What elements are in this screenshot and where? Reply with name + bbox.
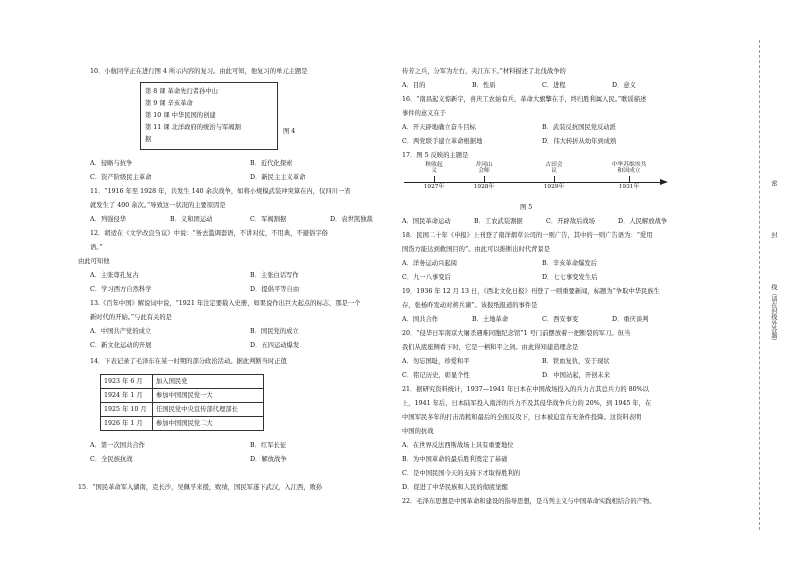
q12-option-d[interactable]: D．提倡平等自由 xyxy=(250,286,300,293)
q15-stem: 传芳之兵，分军为左右，夹江东下。”材料描述了北伐战争的 xyxy=(402,68,566,75)
timeline-year: 1927年 xyxy=(423,184,445,190)
q19-stem: 存，张杨昨发动对蒋兵谏”。该报纸报道的事件是 xyxy=(402,302,538,309)
q18-stem: 18．民国二十年《申报》上刊登了南洋烟草公司的一则广告，其中的一则广告语为：“爱用 xyxy=(402,232,653,239)
q20-option-a[interactable]: A．勿忘国耻，珍爱和平 xyxy=(402,358,470,365)
q16-option-a[interactable]: A．开天辟地确立奋斗目标 xyxy=(402,124,476,131)
table-row xyxy=(101,403,264,417)
q10-option-d[interactable]: D．新民主主义革命 xyxy=(250,174,306,181)
q10-box-line: 第 11 课 北洋政府的统治与军阀割 xyxy=(145,124,241,131)
timeline-year: 1931年 xyxy=(618,184,640,190)
q18-option-d[interactable]: D．七七事变发生后 xyxy=(542,274,598,281)
q17-option-d[interactable]: D．人民解放战争 xyxy=(618,218,668,225)
timeline-event: 中华苏维埃共和国成立 xyxy=(611,162,647,175)
timeline-year: 1929年 xyxy=(543,184,565,190)
q20-option-b[interactable]: B．铁血复仇，安于现状 xyxy=(542,358,610,365)
q21-stem: 中国军民多年的打击消耗和最后的全面反攻下，日本被迫宣布无条件投降。这资料表明 xyxy=(402,414,642,421)
q17-option-b[interactable]: B．工农武装割据 xyxy=(474,218,523,225)
timeline-tick xyxy=(554,176,555,183)
figure-4-label: 图 4 xyxy=(283,128,296,135)
q13-option-a[interactable]: A．中国共产党的成立 xyxy=(90,328,152,335)
q21-stem: 21．据研究资料统计，1937—1941 年日本在中国战场投入的兵力占其总兵力的 80%以 xyxy=(402,386,649,393)
q21-option-c[interactable]: C．是中国民国今天的支持下才取得胜利的 xyxy=(402,470,521,477)
timeline-axis xyxy=(404,182,662,183)
table-row xyxy=(101,389,264,403)
q14-option-b[interactable]: B．红军长征 xyxy=(250,442,287,449)
timeline-arrow-icon xyxy=(660,179,668,185)
q12-option-c[interactable]: C．学习西方自然科学 xyxy=(90,286,152,293)
q13-option-c[interactable]: C．新文化运动的开展 xyxy=(90,342,152,349)
q10-option-c[interactable]: C．资产阶级民主革命 xyxy=(90,174,152,181)
q10-box-line: 据 xyxy=(145,136,152,143)
q14-option-a[interactable]: A．第一次国共合作 xyxy=(90,442,145,449)
q18-option-a[interactable]: A．洋务运动兴起阅 xyxy=(402,260,457,267)
q11-option-a[interactable]: A．列强侵华 xyxy=(90,216,127,223)
sidebar-seal-note: 线（请在封线外答题） xyxy=(769,284,777,344)
timeline-event: 古田会议 xyxy=(545,162,563,175)
timeline-event: 秋收起义 xyxy=(425,162,443,175)
q20-option-c[interactable]: C．铭记历史，彰显个性 xyxy=(402,372,470,379)
sidebar-seal-char: 密 xyxy=(769,180,777,186)
q12-stem: 由此可知他 xyxy=(78,258,110,265)
q14-option-c[interactable]: C．全民族抗战 xyxy=(90,456,133,463)
q15-option-a[interactable]: A．目的 xyxy=(402,82,426,89)
q15-option-d[interactable]: D．意义 xyxy=(612,82,636,89)
q20-stem: 20．“侵华日军南京大屠杀遇难同胞纪念馆”1 号门前摆放着一把断裂的军刀。但当 xyxy=(402,330,631,337)
table-cell-activity: 参加中国国民党二大 xyxy=(153,417,264,431)
q10-stem: 10．小航同学正在进行图 4 所示内容的复习。由此可知，他复习的单元主题是 xyxy=(90,68,308,75)
mao-activities-table xyxy=(100,374,264,431)
q10-box-line: 第 9 课 辛亥革命 xyxy=(145,100,193,107)
q15-stem: 15．“国民革命军入湖南，克长沙，吴佩孚来援，败绩，国民军遂下武汉，入江西，败孙 xyxy=(78,484,323,491)
q11-option-b[interactable]: B．义和团运动 xyxy=(170,216,213,223)
timeline-tick xyxy=(629,176,630,183)
sealing-line-sidebar xyxy=(766,180,780,420)
q19-stem: 19．1936 年 12 月 13 日，《西北文化日报》刊登了一则重要新闻，标题为“争取中华民族生 xyxy=(402,288,660,295)
q16-stem: 事件的意义在于 xyxy=(402,110,447,117)
q12-option-b[interactable]: B．主张白话写作 xyxy=(250,272,299,279)
table-cell-date: 1923 年 6 月 xyxy=(101,375,153,389)
figure-4-box xyxy=(140,82,278,150)
q19-option-c[interactable]: C．西安事变 xyxy=(542,316,579,323)
q10-box-line: 第 8 课 革命先行者孙中山 xyxy=(145,88,218,95)
table-cell-activity: 参加中国国民党一大 xyxy=(153,389,264,403)
q16-option-d[interactable]: D．伟大转折从幼年到成熟 xyxy=(542,138,617,145)
q16-option-c[interactable]: C．两党联手建立革命根据地 xyxy=(402,138,483,145)
q18-option-b[interactable]: B．辛亥革命爆发后 xyxy=(542,260,598,267)
q17-stem: 17．图 5 反映的主题是 xyxy=(402,152,469,159)
q19-option-b[interactable]: B．土地革命 xyxy=(472,316,509,323)
q13-stem: 新时代的开始。”与此有关的是 xyxy=(90,314,172,321)
q15-option-c[interactable]: C．进程 xyxy=(542,82,566,89)
q20-stem: 我们从底座侧看下时，它是一柄和平之剑。由此得知建造理念是 xyxy=(402,344,579,351)
q15-option-b[interactable]: B．性质 xyxy=(472,82,496,89)
q13-stem: 13.《百年中国》解说词中说，“1921 年注定要载入史册，如果说作出巨大起点的标志，那是一个 xyxy=(90,300,361,307)
q10-box-line: 第 10 课 中华民国的创建 xyxy=(145,112,216,119)
q12-stem: 12．胡适在《文学改良刍议》中说：“务去滥调套语，不讲对仗，不用典，不避俗字俗 xyxy=(90,230,328,237)
q12-stem: 语。” xyxy=(90,244,103,251)
figure-5-timeline xyxy=(404,162,674,202)
sidebar-seal-char: 封 xyxy=(769,232,777,238)
timeline-tick xyxy=(484,176,485,183)
q19-option-a[interactable]: A．国共合作 xyxy=(402,316,439,323)
q14-option-d[interactable]: D．解放战争 xyxy=(250,456,287,463)
timeline-tick xyxy=(434,176,435,183)
binding-line xyxy=(759,40,760,530)
q17-option-a[interactable]: A．国民革命运动 xyxy=(402,218,451,225)
q18-option-c[interactable]: C．九一八事变后 xyxy=(402,274,451,281)
q10-option-b[interactable]: B．近代化探索 xyxy=(250,160,293,167)
q21-option-a[interactable]: A．在世界反法西斯战场上具有重要地位 xyxy=(402,442,514,449)
q14-stem: 14．下表记录了毛泽东在某一时期的部分政治活动。据此判断当时正值 xyxy=(90,358,287,365)
table-cell-date: 1926 年 1 月 xyxy=(101,417,153,431)
q21-option-b[interactable]: B．为中国革命的最后胜利奠定了基础 xyxy=(402,456,508,463)
timeline-event: 井冈山会师 xyxy=(475,162,493,175)
table-row xyxy=(101,375,264,389)
q11-stem: 就发生了 400 余次。”导致这一状况的主要原因是 xyxy=(90,202,226,209)
table-cell-date: 1924 年 1 月 xyxy=(101,389,153,403)
q18-stem: 国货方能达到救国目的”。由此可以推断出时代背景是 xyxy=(402,246,551,253)
q10-option-a[interactable]: A．侵略与抗争 xyxy=(90,160,133,167)
q11-option-c[interactable]: C．军阀割据 xyxy=(250,216,287,223)
q17-option-c[interactable]: C．开辟敌后战场 xyxy=(546,218,595,225)
q20-option-d[interactable]: D．中国站起，开创未来 xyxy=(542,372,611,379)
q21-option-d[interactable]: D．促进了中华民族和人民的彻底觉醒 xyxy=(402,484,508,491)
q21-stem: 上，1941 年后，日本陆军投入南洋的兵力不及其侵华战争兵力的 20%，到 1945 年，在 xyxy=(402,400,652,407)
q13-option-d[interactable]: D．五四运动爆发 xyxy=(250,342,300,349)
q13-option-b[interactable]: B．国民党的成立 xyxy=(250,328,299,335)
table-cell-activity: 加入国民党 xyxy=(153,375,264,389)
table-cell-date: 1925 年 10 月 xyxy=(101,403,153,417)
timeline-year: 1928年 xyxy=(473,184,495,190)
q11-option-d[interactable]: D．袁世凯独裁 xyxy=(330,216,373,223)
q19-option-d[interactable]: D．重庆谈判 xyxy=(612,316,649,323)
q11-stem: 11．“1916 年至 1928 年，共发生 140 余次战争，如将小规模武装冲突算在内，仅四川一省 xyxy=(90,188,351,195)
table-row xyxy=(101,417,264,431)
q16-option-b[interactable]: B．武装反抗国民党反动派 xyxy=(542,124,616,131)
q16-stem: 16．“南昌起义惊新宇，喜庆工农始有兵，革命大旗擎在手，终归胜利属人民。”歌谣描述 xyxy=(402,96,647,103)
q21-stem: 中国的抗战 xyxy=(402,428,434,435)
table-cell-activity: 任国民党中央宣传部代理部长 xyxy=(153,403,264,417)
q22-stem: 22．毛泽东思想是中国革命和建设的指导思想，是马列主义与中国革命实践相结合的产物。 xyxy=(402,498,656,505)
figure-5-label: 图 5 xyxy=(520,204,533,211)
q12-option-a[interactable]: A．主张尊孔复古 xyxy=(90,272,139,279)
